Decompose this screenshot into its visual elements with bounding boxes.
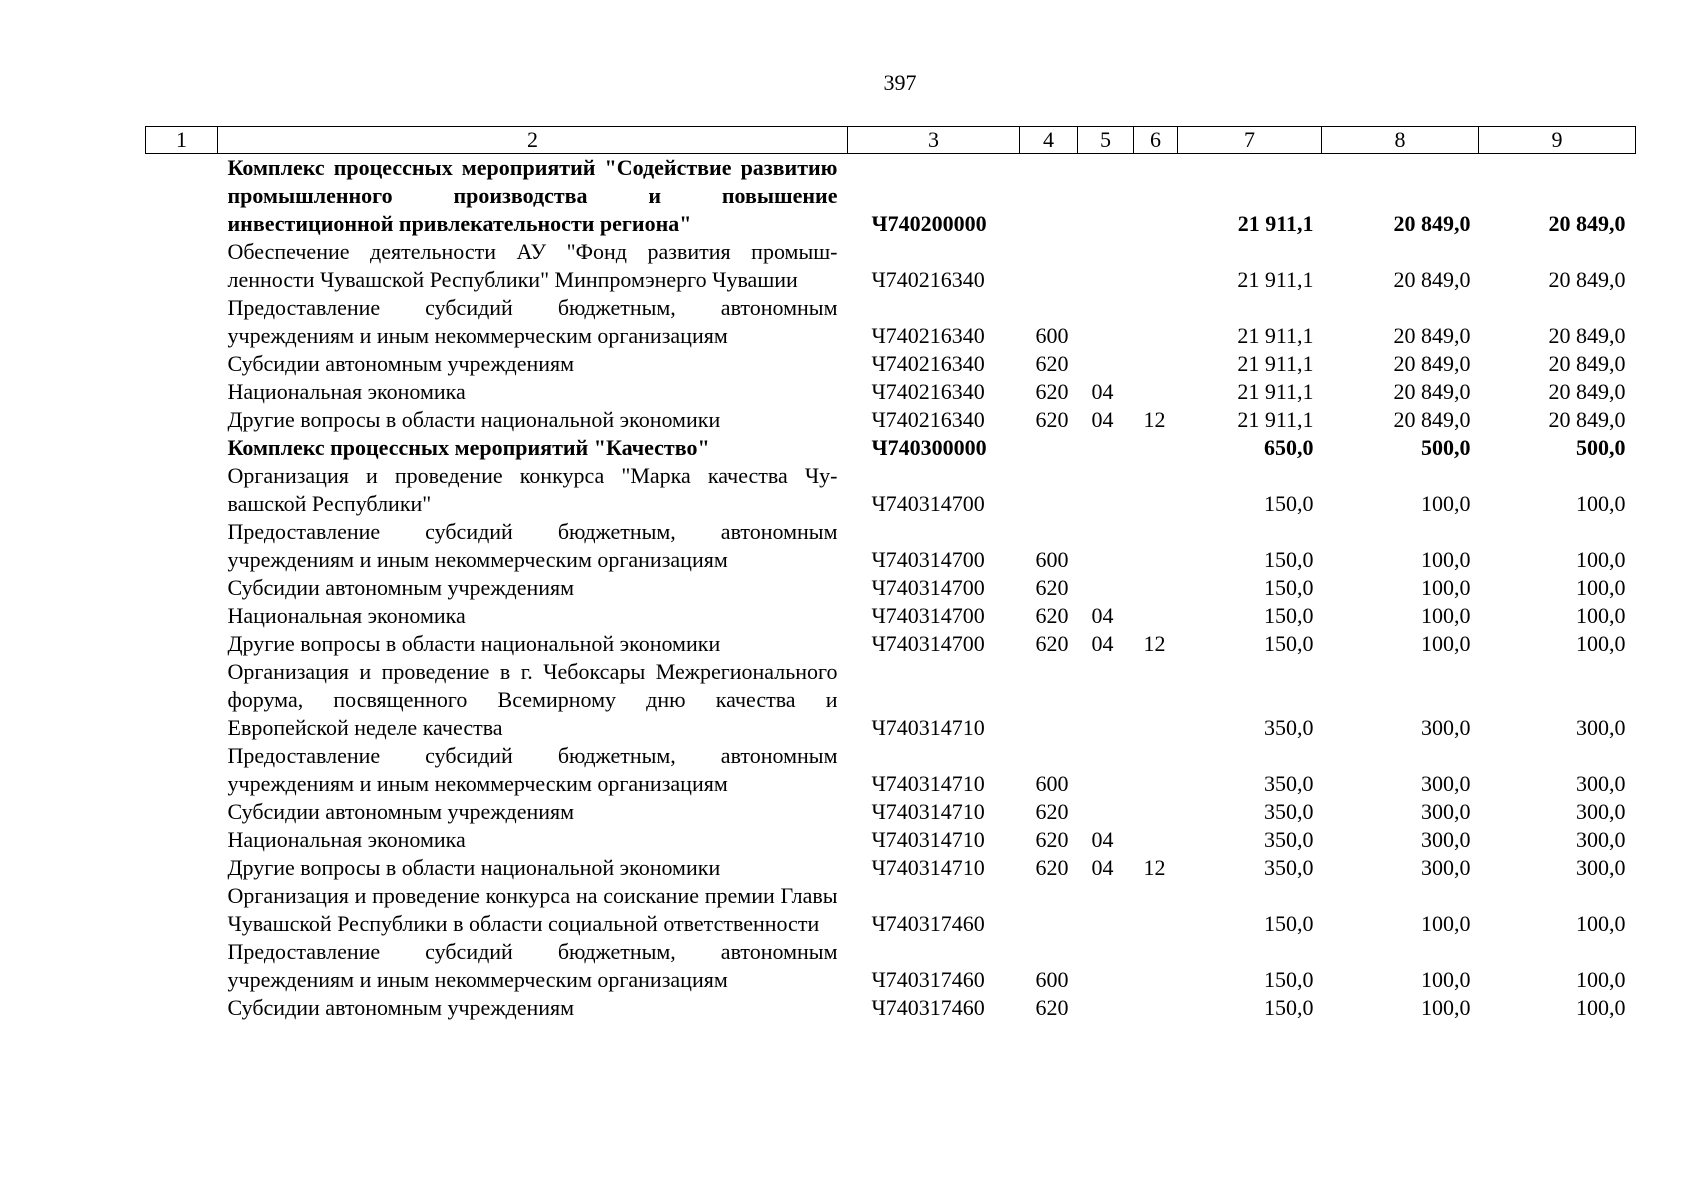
table-body — [146, 154, 1636, 1023]
amount-col-7: 21 911,1 — [1237, 211, 1314, 236]
table-row — [146, 798, 1636, 826]
expense-type-code: 600 — [1035, 771, 1069, 796]
amount-col-8: 20 849,0 — [1393, 323, 1471, 348]
amount-col-8: 100,0 — [1421, 603, 1471, 628]
amount-col-7: 350,0 — [1264, 799, 1314, 824]
expense-type-code: 620 — [1035, 995, 1069, 1020]
table-row — [146, 406, 1636, 434]
target-article-code: Ч740314700 — [871, 547, 985, 572]
table-row — [146, 350, 1636, 378]
target-article-code: Ч740300000 — [871, 435, 987, 460]
first-column-cell — [146, 294, 218, 350]
first-column-cell — [146, 350, 218, 378]
amount-col-9: 100,0 — [1576, 967, 1626, 992]
amount-col-8: 100,0 — [1421, 911, 1471, 936]
table-row — [146, 994, 1636, 1022]
amount-col-9: 20 849,0 — [1548, 267, 1626, 292]
subsection-code — [1134, 294, 1178, 350]
col-header-1: 1 — [146, 127, 218, 154]
target-article-code: Ч740216340 — [871, 407, 985, 432]
expense-type-code: 620 — [1035, 603, 1069, 628]
amount-col-7: 150,0 — [1264, 995, 1314, 1020]
amount-col-8: 20 849,0 — [1393, 351, 1471, 376]
subsection-code — [1134, 602, 1178, 630]
amount-col-8: 100,0 — [1421, 631, 1471, 656]
section-code — [1078, 574, 1134, 602]
table-row — [146, 574, 1636, 602]
amount-col-7: 350,0 — [1264, 855, 1314, 880]
item-name: Комплекс процессных мероприятий "Качество" — [227, 435, 710, 460]
subsection-code — [1134, 798, 1178, 826]
amount-col-9: 500,0 — [1576, 435, 1626, 460]
amount-col-9: 20 849,0 — [1548, 379, 1626, 404]
amount-col-7: 150,0 — [1264, 491, 1314, 516]
section-code: 04 — [1091, 855, 1114, 880]
expense-type-code: 620 — [1035, 379, 1069, 404]
amount-col-7: 150,0 — [1264, 967, 1314, 992]
item-name: Национальная экономика — [227, 603, 466, 628]
first-column-cell — [146, 602, 218, 630]
subsection-code — [1134, 938, 1178, 994]
expense-type-code: 620 — [1035, 799, 1069, 824]
amount-col-8: 100,0 — [1421, 575, 1471, 600]
subsection-code — [1134, 882, 1178, 938]
amount-col-9: 300,0 — [1576, 715, 1626, 740]
item-name: Предоставление субсидий бюджетным, автономным учреждениям и иным некоммерческим организациям — [227, 519, 838, 572]
subsection-code — [1134, 462, 1178, 518]
subsection-code: 12 — [1143, 855, 1166, 880]
amount-col-7: 650,0 — [1264, 435, 1314, 460]
first-column-cell — [146, 882, 218, 938]
expense-type-code: 620 — [1035, 407, 1069, 432]
item-name: Комплекс процессных мероприятий "Содействие развитию промышленного производства и повышение инвестиционной привлекательности региона" — [227, 155, 838, 236]
first-column-cell — [146, 742, 218, 798]
item-name: Организация и проведение в г. Чебоксары Межрегионального форума, посвященного Всемирному дню качества и Европейской неделе качества — [227, 659, 838, 740]
target-article-code: Ч740314700 — [871, 575, 985, 600]
expense-type-code — [1020, 238, 1078, 294]
expense-type-code — [1020, 154, 1078, 239]
section-code — [1078, 518, 1134, 574]
table-row — [146, 602, 1636, 630]
expense-type-code: 620 — [1035, 827, 1069, 852]
expense-type-code — [1020, 434, 1078, 462]
expense-type-code — [1020, 882, 1078, 938]
item-name: Другие вопросы в области национальной экономики — [227, 631, 721, 656]
amount-col-7: 350,0 — [1264, 827, 1314, 852]
amount-col-8: 300,0 — [1421, 771, 1471, 796]
target-article-code: Ч740216340 — [871, 323, 985, 348]
amount-col-8: 300,0 — [1421, 827, 1471, 852]
amount-col-9: 100,0 — [1576, 911, 1626, 936]
section-code — [1078, 294, 1134, 350]
table-row — [146, 826, 1636, 854]
first-column-cell — [146, 462, 218, 518]
target-article-code: Ч740216340 — [871, 267, 985, 292]
col-header-4: 4 — [1020, 127, 1078, 154]
amount-col-8: 300,0 — [1421, 855, 1471, 880]
section-code — [1078, 658, 1134, 742]
amount-col-9: 100,0 — [1576, 491, 1626, 516]
amount-col-8: 100,0 — [1421, 995, 1471, 1020]
amount-col-8: 500,0 — [1421, 435, 1471, 460]
target-article-code: Ч740314700 — [871, 491, 985, 516]
amount-col-9: 100,0 — [1576, 603, 1626, 628]
item-name: Субсидии автономным учреждениям — [227, 575, 575, 600]
section-code — [1078, 350, 1134, 378]
expense-type-code: 620 — [1035, 855, 1069, 880]
expense-type-code: 620 — [1035, 575, 1069, 600]
first-column-cell — [146, 378, 218, 406]
section-code: 04 — [1091, 379, 1114, 404]
first-column-cell — [146, 574, 218, 602]
subsection-code — [1134, 238, 1178, 294]
section-code — [1078, 238, 1134, 294]
expense-type-code: 620 — [1035, 351, 1069, 376]
amount-col-7: 150,0 — [1264, 603, 1314, 628]
subsection-code — [1134, 350, 1178, 378]
expense-type-code: 620 — [1035, 631, 1069, 656]
col-header-3: 3 — [848, 127, 1020, 154]
first-column-cell — [146, 154, 218, 239]
amount-col-9: 20 849,0 — [1548, 211, 1626, 236]
item-name: Обеспечение деятельности АУ "Фонд развития промышленности Чувашской Республики" Минпромэнерго Чувашии — [227, 239, 838, 292]
first-column-cell — [146, 854, 218, 882]
amount-col-9: 100,0 — [1576, 995, 1626, 1020]
amount-col-7: 21 911,1 — [1237, 351, 1314, 376]
expense-type-code: 600 — [1035, 547, 1069, 572]
table-row — [146, 882, 1636, 938]
amount-col-9: 20 849,0 — [1548, 407, 1626, 432]
target-article-code: Ч740314710 — [871, 771, 985, 796]
item-name: Другие вопросы в области национальной экономики — [227, 855, 721, 880]
subsection-code — [1134, 434, 1178, 462]
amount-col-7: 350,0 — [1264, 715, 1314, 740]
item-name: Предоставление субсидий бюджетным, автономным учреждениям и иным некоммерческим организациям — [227, 295, 838, 348]
first-column-cell — [146, 630, 218, 658]
subsection-code — [1134, 518, 1178, 574]
first-column-cell — [146, 994, 218, 1022]
target-article-code: Ч740216340 — [871, 379, 985, 404]
section-code — [1078, 434, 1134, 462]
table-row — [146, 518, 1636, 574]
expense-type-code: 600 — [1035, 967, 1069, 992]
item-name: Национальная экономика — [227, 827, 466, 852]
first-column-cell — [146, 938, 218, 994]
table-row — [146, 434, 1636, 462]
section-code — [1078, 462, 1134, 518]
section-code — [1078, 154, 1134, 239]
table-row — [146, 742, 1636, 798]
first-column-cell — [146, 434, 218, 462]
section-code: 04 — [1091, 407, 1114, 432]
col-header-6: 6 — [1134, 127, 1178, 154]
section-code: 04 — [1091, 827, 1114, 852]
col-header-5: 5 — [1078, 127, 1134, 154]
target-article-code: Ч740314700 — [871, 631, 985, 656]
subsection-code — [1134, 378, 1178, 406]
section-code — [1078, 938, 1134, 994]
item-name: Предоставление субсидий бюджетным, автономным учреждениям и иным некоммерческим организациям — [227, 743, 838, 796]
target-article-code: Ч740314710 — [871, 827, 985, 852]
table-row — [146, 294, 1636, 350]
first-column-cell — [146, 406, 218, 434]
subsection-code: 12 — [1143, 631, 1166, 656]
subsection-code — [1134, 826, 1178, 854]
item-name: Организация и проведение конкурса на соискание премии Главы Чувашской Республики в области социальной ответственности — [227, 883, 838, 936]
amount-col-8: 20 849,0 — [1393, 379, 1471, 404]
table-row — [146, 658, 1636, 742]
page-number: 397 — [883, 70, 917, 95]
col-header-8: 8 — [1322, 127, 1479, 154]
target-article-code: Ч740314700 — [871, 603, 985, 628]
first-column-cell — [146, 826, 218, 854]
expense-type-code — [1020, 658, 1078, 742]
amount-col-9: 100,0 — [1576, 547, 1626, 572]
expense-type-code: 600 — [1035, 323, 1069, 348]
amount-col-8: 20 849,0 — [1393, 407, 1471, 432]
item-name: Другие вопросы в области национальной экономики — [227, 407, 721, 432]
col-header-7: 7 — [1178, 127, 1322, 154]
amount-col-8: 100,0 — [1421, 547, 1471, 572]
col-header-2: 2 — [218, 127, 848, 154]
amount-col-7: 21 911,1 — [1237, 379, 1314, 404]
amount-col-7: 21 911,1 — [1237, 323, 1314, 348]
target-article-code: Ч740314710 — [871, 799, 985, 824]
amount-col-8: 20 849,0 — [1393, 211, 1471, 236]
amount-col-9: 300,0 — [1576, 771, 1626, 796]
table-row — [146, 154, 1636, 239]
table-row — [146, 238, 1636, 294]
subsection-code — [1134, 574, 1178, 602]
target-article-code: Ч740317460 — [871, 995, 985, 1020]
table-row — [146, 378, 1636, 406]
expense-type-code — [1020, 462, 1078, 518]
subsection-code — [1134, 742, 1178, 798]
first-column-cell — [146, 238, 218, 294]
amount-col-7: 350,0 — [1264, 771, 1314, 796]
subsection-code — [1134, 154, 1178, 239]
section-code — [1078, 882, 1134, 938]
item-name: Организация и проведение конкурса "Марка качества Чувашской Республики" — [227, 463, 838, 516]
section-code: 04 — [1091, 631, 1114, 656]
amount-col-7: 150,0 — [1264, 911, 1314, 936]
amount-col-9: 100,0 — [1576, 575, 1626, 600]
table-row — [146, 462, 1636, 518]
amount-col-7: 150,0 — [1264, 547, 1314, 572]
subsection-code — [1134, 994, 1178, 1022]
section-code — [1078, 742, 1134, 798]
amount-col-7: 150,0 — [1264, 575, 1314, 600]
section-code — [1078, 994, 1134, 1022]
amount-col-9: 20 849,0 — [1548, 351, 1626, 376]
subsection-code: 12 — [1143, 407, 1166, 432]
column-number-header — [146, 127, 1636, 154]
amount-col-9: 20 849,0 — [1548, 323, 1626, 348]
first-column-cell — [146, 518, 218, 574]
section-code — [1078, 798, 1134, 826]
amount-col-9: 100,0 — [1576, 631, 1626, 656]
col-header-9: 9 — [1479, 127, 1636, 154]
item-name: Предоставление субсидий бюджетным, автономным учреждениям и иным некоммерческим организациям — [227, 939, 838, 992]
item-name: Национальная экономика — [227, 379, 466, 404]
amount-col-9: 300,0 — [1576, 855, 1626, 880]
amount-col-7: 21 911,1 — [1237, 267, 1314, 292]
first-column-cell — [146, 798, 218, 826]
amount-col-9: 300,0 — [1576, 799, 1626, 824]
section-code: 04 — [1091, 603, 1114, 628]
target-article-code: Ч740317460 — [871, 967, 985, 992]
target-article-code: Ч740314710 — [871, 715, 985, 740]
subsection-code — [1134, 658, 1178, 742]
amount-col-8: 300,0 — [1421, 799, 1471, 824]
table-row — [146, 630, 1636, 658]
amount-col-9: 300,0 — [1576, 827, 1626, 852]
target-article-code: Ч740314710 — [871, 855, 985, 880]
budget-table — [145, 126, 1636, 1022]
first-column-cell — [146, 658, 218, 742]
target-article-code: Ч740200000 — [871, 211, 987, 236]
amount-col-8: 300,0 — [1421, 715, 1471, 740]
amount-col-8: 20 849,0 — [1393, 267, 1471, 292]
amount-col-7: 150,0 — [1264, 631, 1314, 656]
amount-col-8: 100,0 — [1421, 491, 1471, 516]
item-name: Субсидии автономным учреждениям — [227, 351, 575, 376]
item-name: Субсидии автономным учреждениям — [227, 799, 575, 824]
amount-col-7: 21 911,1 — [1237, 407, 1314, 432]
amount-col-8: 100,0 — [1421, 967, 1471, 992]
table-row — [146, 854, 1636, 882]
item-name: Субсидии автономным учреждениям — [227, 995, 575, 1020]
target-article-code: Ч740216340 — [871, 351, 985, 376]
table-row — [146, 938, 1636, 994]
target-article-code: Ч740317460 — [871, 911, 985, 936]
